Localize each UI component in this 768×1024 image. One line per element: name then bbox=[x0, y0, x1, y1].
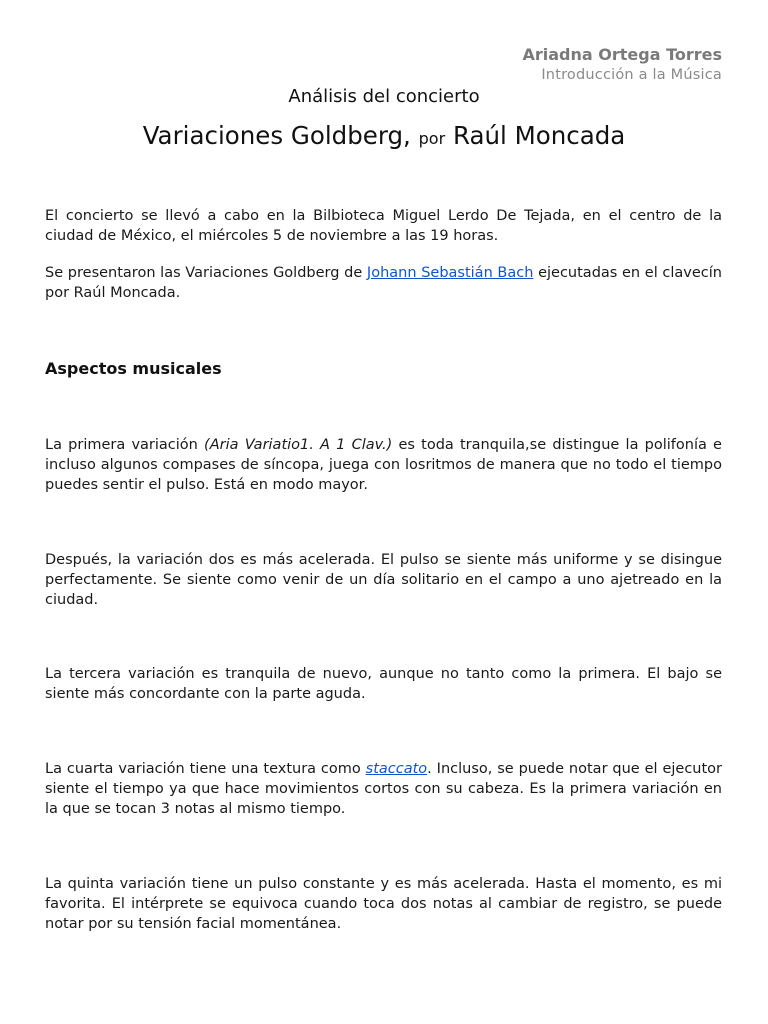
intro-paragraph-1-block bbox=[45, 206, 722, 246]
variation-5-block bbox=[45, 874, 722, 934]
intro-p2-text-after: ejecutadas en el clavecín por Raúl Moncada. bbox=[45, 265, 722, 301]
document-title bbox=[0, 120, 768, 155]
intro-paragraph-1: El concierto se llevó a cabo en la Bilbioteca Miguel Lerdo De Tejada, en el centro de la ciudad de México, el miércoles 5 de noviembre a las 19 horas. bbox=[45, 208, 722, 244]
author-name: Ariadna Ortega Torres bbox=[522, 45, 722, 64]
v1-text-after: es toda tranquila,se distingue la polifonía e incluso algunos compases de síncopa, juega con losritmos de manera que no todo el tiempo puedes sentir el pulso. Está en modo mayor. bbox=[45, 437, 722, 493]
section-heading: Aspectos musicales bbox=[45, 359, 222, 378]
variation-1-paragraph bbox=[45, 435, 722, 495]
intro-paragraph-2 bbox=[45, 263, 722, 303]
variation-5-paragraph: La quinta variación tiene un pulso constante y es más acelerada. Hasta el momento, es mi favorita. El intérprete se equivoca cuando toca dos notas al cambiar de registro, se puede notar por su tensión facial momentánea. bbox=[45, 876, 722, 932]
intro-p2-text-before: Se presentaron las Variaciones Goldberg de bbox=[45, 265, 367, 281]
intro-paragraph-2-block bbox=[45, 263, 722, 303]
variation-1-block bbox=[45, 435, 722, 495]
title-by: por bbox=[418, 129, 446, 148]
variation-4-paragraph bbox=[45, 759, 722, 819]
course-name: Introducción a la Música bbox=[541, 67, 722, 83]
bach-link[interactable]: Johann Sebastián Bach bbox=[366, 265, 534, 281]
variation-3-paragraph: La tercera variación es tranquila de nuevo, aunque no tanto como la primera. El bajo se siente más concordante con la parte aguda. bbox=[45, 666, 722, 702]
v1-italic-title: (Aria Variatio1. A 1 Clav.) bbox=[204, 437, 393, 453]
document-subtitle: Análisis del concierto bbox=[288, 86, 480, 107]
variation-2-paragraph: Después, la variación dos es más acelerada. El pulso se siente más uniforme y se disingue perfectamente. Se siente como venir de un día solitario en el campo a uno ajetreado en la ciudad. bbox=[45, 552, 722, 608]
v4-text-before: La cuarta variación tiene una textura como bbox=[45, 761, 366, 777]
v4-text-after: . Incluso, se puede notar que el ejecutor siente el tiempo ya que hace movimientos cortos con su cabeza. Es la primera variación en la que se tocan 3 notas al mismo tiempo. bbox=[45, 761, 722, 817]
variation-3-block bbox=[45, 664, 722, 704]
v1-text-before: La primera variación bbox=[45, 437, 205, 453]
title-part-2: Raúl Moncada bbox=[452, 121, 626, 150]
variation-4-block bbox=[45, 759, 722, 819]
variation-2-block bbox=[45, 550, 722, 610]
staccato-link[interactable]: staccato bbox=[365, 761, 428, 777]
title-part-1: Variaciones Goldberg, bbox=[142, 121, 411, 150]
